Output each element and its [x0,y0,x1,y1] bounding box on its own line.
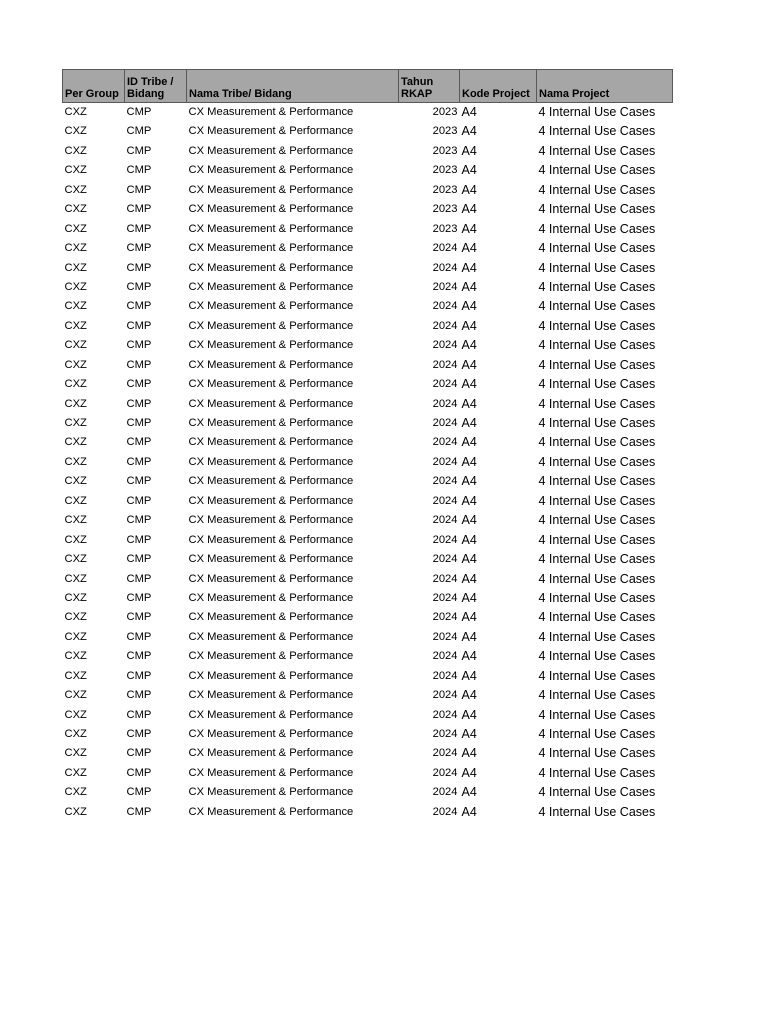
cell-id-tribe: CMP [126,339,152,352]
cell-id-tribe: CMP [126,436,152,449]
cell-nama-tribe: CX Measurement & Performance [188,455,354,468]
cell-tahun-rkap: 2024 [432,514,458,527]
cell-id-tribe: CMP [126,319,152,332]
cell-nama-tribe: CX Measurement & Performance [188,144,354,157]
cell-id-tribe: CMP [126,300,152,313]
cell-tahun-rkap: 2024 [432,786,458,799]
cell-nama-tribe: CX Measurement & Performance [188,553,354,566]
cell-per-group: CXZ [64,572,87,585]
cell-nama-tribe: CX Measurement & Performance [188,689,354,702]
cell-kode-project: A4 [461,629,477,644]
cell-per-group: CXZ [64,728,87,740]
cell-nama-project: 4 Internal Use Cases [538,357,656,372]
cell-id-tribe: CMP [126,164,152,177]
cell-tahun-rkap: 2023 [432,203,458,216]
table-row [63,511,673,530]
cell-kode-project: A4 [461,435,477,450]
table-row [63,219,673,238]
table-row [63,763,673,782]
cell-nama-project: 4 Internal Use Cases [538,202,656,217]
cell-id-tribe: CMP [126,397,152,410]
cell-kode-project: A4 [461,377,477,392]
cell-nama-project: 4 Internal Use Cases [538,571,656,586]
cell-nama-project: 4 Internal Use Cases [538,552,656,567]
cell-tahun-rkap: 2024 [432,397,458,410]
table-row [63,452,673,471]
cell-per-group: CXZ [64,319,87,332]
table-row [63,491,673,510]
header-per-group: Per Group [63,70,125,103]
cell-per-group: CXZ [64,475,87,488]
table-row [63,375,673,394]
cell-id-tribe: CMP [126,630,152,643]
cell-per-group: CXZ [64,106,87,118]
cell-id-tribe: CMP [126,358,152,371]
cell-tahun-rkap: 2023 [432,222,458,235]
table-row [63,103,673,123]
cell-kode-project: A4 [461,454,477,469]
cell-id-tribe: CMP [126,553,152,566]
cell-nama-tribe: CX Measurement & Performance [188,436,354,449]
cell-per-group: CXZ [64,630,87,643]
cell-per-group: CXZ [64,183,87,196]
cell-nama-project: 4 Internal Use Cases [538,668,656,683]
cell-id-tribe: CMP [126,106,152,118]
cell-per-group: CXZ [64,455,87,468]
cell-nama-tribe: CX Measurement & Performance [188,125,354,138]
cell-tahun-rkap: 2024 [432,300,458,313]
cell-kode-project: A4 [461,105,477,119]
cell-tahun-rkap: 2024 [432,475,458,488]
cell-nama-tribe: CX Measurement & Performance [188,378,354,391]
cell-kode-project: A4 [461,124,477,139]
cell-nama-project: 4 Internal Use Cases [538,454,656,469]
cell-nama-project: 4 Internal Use Cases [538,241,656,256]
table-row [63,433,673,452]
cell-nama-project: 4 Internal Use Cases [538,279,656,294]
cell-id-tribe: CMP [126,611,152,624]
cell-id-tribe: CMP [126,280,152,293]
cell-tahun-rkap: 2023 [432,106,458,118]
cell-kode-project: A4 [461,610,477,625]
cell-id-tribe: CMP [126,417,152,429]
table-body [63,103,673,822]
cell-kode-project: A4 [461,299,477,314]
cell-kode-project: A4 [461,182,477,197]
cell-id-tribe: CMP [126,591,152,604]
cell-id-tribe: CMP [126,144,152,157]
cell-id-tribe: CMP [126,766,152,779]
table-row [63,802,673,821]
cell-per-group: CXZ [64,669,87,682]
cell-tahun-rkap: 2024 [432,378,458,391]
cell-kode-project: A4 [461,241,477,256]
cell-tahun-rkap: 2024 [432,650,458,663]
table-row [63,647,673,666]
cell-per-group: CXZ [64,300,87,313]
cell-nama-project: 4 Internal Use Cases [538,435,656,450]
cell-per-group: CXZ [64,164,87,177]
table-row [63,336,673,355]
cell-tahun-rkap: 2024 [432,553,458,566]
cell-nama-tribe: CX Measurement & Performance [188,222,354,235]
cell-nama-project: 4 Internal Use Cases [538,765,656,780]
cell-tahun-rkap: 2024 [432,280,458,293]
cell-id-tribe: CMP [126,125,152,138]
cell-nama-tribe: CX Measurement & Performance [188,358,354,371]
cell-id-tribe: CMP [126,728,152,740]
table-row [63,783,673,802]
cell-tahun-rkap: 2024 [432,728,458,740]
cell-tahun-rkap: 2024 [432,689,458,702]
cell-id-tribe: CMP [126,494,152,507]
cell-id-tribe: CMP [126,747,152,760]
cell-kode-project: A4 [461,707,477,722]
cell-tahun-rkap: 2024 [432,417,458,429]
cell-kode-project: A4 [461,571,477,586]
cell-id-tribe: CMP [126,514,152,527]
cell-kode-project: A4 [461,765,477,780]
cell-tahun-rkap: 2024 [432,708,458,721]
header-row [63,70,673,103]
cell-nama-project: 4 Internal Use Cases [538,804,656,819]
cell-id-tribe: CMP [126,708,152,721]
cell-nama-project: 4 Internal Use Cases [538,649,656,664]
cell-per-group: CXZ [64,708,87,721]
cell-kode-project: A4 [461,746,477,761]
cell-nama-tribe: CX Measurement & Performance [188,106,354,118]
cell-nama-tribe: CX Measurement & Performance [188,242,354,255]
cell-nama-project: 4 Internal Use Cases [538,513,656,528]
cell-nama-tribe: CX Measurement & Performance [188,183,354,196]
cell-nama-project: 4 Internal Use Cases [538,318,656,333]
cell-tahun-rkap: 2024 [432,747,458,760]
cell-nama-project: 4 Internal Use Cases [538,377,656,392]
cell-tahun-rkap: 2024 [432,436,458,449]
cell-per-group: CXZ [64,533,87,546]
cell-nama-project: 4 Internal Use Cases [538,785,656,800]
cell-nama-project: 4 Internal Use Cases [538,221,656,236]
cell-nama-tribe: CX Measurement & Performance [188,650,354,663]
cell-kode-project: A4 [461,532,477,547]
cell-kode-project: A4 [461,649,477,664]
table-row [63,278,673,297]
header-nama-tribe-bidang: Nama Tribe/ Bidang [187,70,399,103]
cell-nama-project: 4 Internal Use Cases [538,590,656,605]
cell-nama-tribe: CX Measurement & Performance [188,669,354,682]
cell-nama-tribe: CX Measurement & Performance [188,786,354,799]
cell-nama-tribe: CX Measurement & Performance [188,572,354,585]
cell-nama-tribe: CX Measurement & Performance [188,728,354,740]
cell-kode-project: A4 [461,357,477,372]
cell-id-tribe: CMP [126,183,152,196]
table-row [63,472,673,491]
cell-nama-tribe: CX Measurement & Performance [188,533,354,546]
cell-nama-project: 4 Internal Use Cases [538,532,656,547]
cell-nama-tribe: CX Measurement & Performance [188,164,354,177]
cell-nama-project: 4 Internal Use Cases [538,124,656,139]
cell-per-group: CXZ [64,805,87,818]
cell-tahun-rkap: 2024 [432,533,458,546]
cell-kode-project: A4 [461,260,477,275]
table-row [63,239,673,258]
cell-nama-tribe: CX Measurement & Performance [188,261,354,274]
cell-per-group: CXZ [64,553,87,566]
cell-per-group: CXZ [64,766,87,779]
table-row [63,589,673,608]
table-row [63,550,673,569]
table-row [63,725,673,744]
cell-nama-tribe: CX Measurement & Performance [188,747,354,760]
cell-id-tribe: CMP [126,689,152,702]
cell-per-group: CXZ [64,417,87,429]
cell-nama-tribe: CX Measurement & Performance [188,203,354,216]
cell-per-group: CXZ [64,397,87,410]
cell-nama-project: 4 Internal Use Cases [538,629,656,644]
cell-nama-tribe: CX Measurement & Performance [188,630,354,643]
cell-nama-project: 4 Internal Use Cases [538,474,656,489]
cell-kode-project: A4 [461,416,477,430]
cell-tahun-rkap: 2024 [432,242,458,255]
cell-kode-project: A4 [461,221,477,236]
cell-id-tribe: CMP [126,455,152,468]
cell-nama-project: 4 Internal Use Cases [538,493,656,508]
cell-nama-project: 4 Internal Use Cases [538,260,656,275]
table-row [63,180,673,199]
cell-nama-tribe: CX Measurement & Performance [188,514,354,527]
cell-per-group: CXZ [64,494,87,507]
cell-tahun-rkap: 2024 [432,669,458,682]
cell-nama-project: 4 Internal Use Cases [538,610,656,625]
table-row [63,394,673,413]
cell-per-group: CXZ [64,222,87,235]
cell-nama-tribe: CX Measurement & Performance [188,708,354,721]
cell-kode-project: A4 [461,143,477,158]
cell-tahun-rkap: 2024 [432,261,458,274]
cell-id-tribe: CMP [126,475,152,488]
cell-id-tribe: CMP [126,222,152,235]
cell-per-group: CXZ [64,591,87,604]
table-row [63,355,673,374]
cell-id-tribe: CMP [126,786,152,799]
cell-tahun-rkap: 2023 [432,144,458,157]
table-row [63,705,673,724]
table-row [63,122,673,141]
table-row [63,161,673,180]
cell-tahun-rkap: 2024 [432,630,458,643]
cell-tahun-rkap: 2024 [432,611,458,624]
cell-nama-project: 4 Internal Use Cases [538,396,656,411]
cell-per-group: CXZ [64,611,87,624]
cell-per-group: CXZ [64,689,87,702]
cell-kode-project: A4 [461,338,477,353]
cell-tahun-rkap: 2024 [432,339,458,352]
cell-id-tribe: CMP [126,261,152,274]
cell-id-tribe: CMP [126,572,152,585]
cell-nama-tribe: CX Measurement & Performance [188,475,354,488]
table-row [63,627,673,646]
cell-nama-tribe: CX Measurement & Performance [188,591,354,604]
cell-nama-project: 4 Internal Use Cases [538,727,656,741]
cell-per-group: CXZ [64,242,87,255]
header-kode-project: Kode Project [460,70,537,103]
cell-tahun-rkap: 2024 [432,494,458,507]
header-nama-project: Nama Project [537,70,673,103]
table-row [63,608,673,627]
cell-nama-tribe: CX Measurement & Performance [188,417,354,429]
cell-nama-project: 4 Internal Use Cases [538,105,656,119]
cell-nama-tribe: CX Measurement & Performance [188,805,354,818]
project-table [62,69,673,822]
table-row [63,414,673,433]
cell-id-tribe: CMP [126,203,152,216]
cell-nama-tribe: CX Measurement & Performance [188,611,354,624]
cell-nama-project: 4 Internal Use Cases [538,338,656,353]
cell-per-group: CXZ [64,144,87,157]
table-row [63,316,673,335]
table-row [63,569,673,588]
cell-per-group: CXZ [64,203,87,216]
cell-kode-project: A4 [461,318,477,333]
cell-kode-project: A4 [461,590,477,605]
cell-per-group: CXZ [64,436,87,449]
cell-id-tribe: CMP [126,242,152,255]
cell-kode-project: A4 [461,804,477,819]
cell-id-tribe: CMP [126,669,152,682]
cell-kode-project: A4 [461,493,477,508]
header-tahun-rkap: Tahun RKAP [399,70,460,103]
cell-kode-project: A4 [461,688,477,703]
cell-nama-project: 4 Internal Use Cases [538,416,656,430]
cell-id-tribe: CMP [126,378,152,391]
table-row [63,530,673,549]
cell-id-tribe: CMP [126,533,152,546]
cell-tahun-rkap: 2024 [432,591,458,604]
cell-kode-project: A4 [461,552,477,567]
table-row [63,297,673,316]
cell-nama-tribe: CX Measurement & Performance [188,494,354,507]
cell-nama-tribe: CX Measurement & Performance [188,339,354,352]
cell-nama-project: 4 Internal Use Cases [538,746,656,761]
cell-kode-project: A4 [461,202,477,217]
cell-kode-project: A4 [461,474,477,489]
cell-per-group: CXZ [64,747,87,760]
cell-nama-tribe: CX Measurement & Performance [188,319,354,332]
cell-id-tribe: CMP [126,650,152,663]
cell-nama-project: 4 Internal Use Cases [538,163,656,178]
cell-nama-tribe: CX Measurement & Performance [188,397,354,410]
cell-per-group: CXZ [64,786,87,799]
cell-per-group: CXZ [64,280,87,293]
cell-per-group: CXZ [64,339,87,352]
cell-tahun-rkap: 2023 [432,164,458,177]
cell-kode-project: A4 [461,279,477,294]
cell-kode-project: A4 [461,668,477,683]
cell-nama-tribe: CX Measurement & Performance [188,300,354,313]
cell-kode-project: A4 [461,513,477,528]
cell-tahun-rkap: 2023 [432,125,458,138]
cell-per-group: CXZ [64,125,87,138]
cell-nama-tribe: CX Measurement & Performance [188,280,354,293]
header-id-tribe-bidang: ID Tribe / Bidang [125,70,187,103]
cell-per-group: CXZ [64,358,87,371]
cell-nama-project: 4 Internal Use Cases [538,143,656,158]
cell-kode-project: A4 [461,163,477,178]
cell-tahun-rkap: 2024 [432,455,458,468]
cell-tahun-rkap: 2024 [432,319,458,332]
table-row [63,686,673,705]
cell-kode-project: A4 [461,785,477,800]
cell-tahun-rkap: 2024 [432,572,458,585]
cell-id-tribe: CMP [126,805,152,818]
cell-nama-tribe: CX Measurement & Performance [188,766,354,779]
table-row [63,141,673,160]
table-row [63,666,673,685]
spreadsheet [62,69,673,822]
cell-per-group: CXZ [64,514,87,527]
cell-kode-project: A4 [461,396,477,411]
cell-tahun-rkap: 2023 [432,183,458,196]
table-row [63,200,673,219]
table-header [63,70,673,103]
cell-nama-project: 4 Internal Use Cases [538,182,656,197]
cell-nama-project: 4 Internal Use Cases [538,688,656,703]
cell-tahun-rkap: 2024 [432,805,458,818]
cell-nama-project: 4 Internal Use Cases [538,707,656,722]
cell-tahun-rkap: 2024 [432,766,458,779]
cell-tahun-rkap: 2024 [432,358,458,371]
table-row [63,744,673,763]
cell-per-group: CXZ [64,261,87,274]
cell-kode-project: A4 [461,727,477,741]
table-row [63,258,673,277]
cell-per-group: CXZ [64,650,87,663]
cell-per-group: CXZ [64,378,87,391]
cell-nama-project: 4 Internal Use Cases [538,299,656,314]
